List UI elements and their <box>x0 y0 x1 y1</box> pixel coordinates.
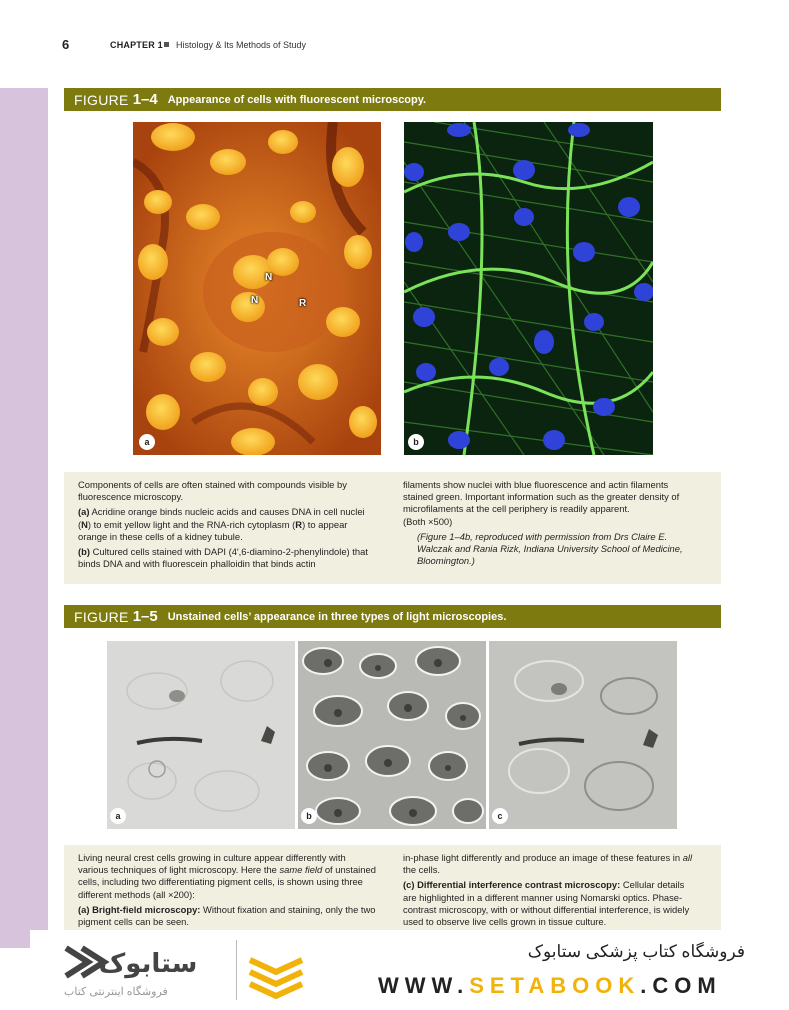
book-stack-icon <box>246 950 306 1005</box>
cytoplasm-label: R <box>299 298 307 309</box>
caption-column-right <box>403 852 698 931</box>
nucleus-label: N <box>251 295 259 306</box>
watermark-subtitle: فروشگاه اینترنتی کتاب <box>64 986 168 998</box>
watermark-store-title: فروشگاه کتاب پزشکی ستابوک <box>527 942 745 961</box>
figure-1-4-caption-box <box>64 472 721 584</box>
figure-caption-title: Unstained cells’ appearance in three types of light microscopies. <box>167 610 507 623</box>
figure-1-5-caption-box <box>64 845 721 935</box>
panel-label-b: b <box>408 434 424 450</box>
micrograph-differential-interference-contrast <box>489 641 677 829</box>
page-number: 6 <box>62 37 70 52</box>
nucleus-label: N <box>265 272 273 283</box>
caption-part-b: (b) Cultured cells stained with DAPI (4′,6-diamino-2-phenylindole) that binds DNA and with fluorescein phalloidin that binds actin <box>78 546 368 570</box>
panel-label-a: a <box>110 808 126 824</box>
caption-part-a: (a) Bright-field microscopy: Without fixation and staining, only the two pigment cells can be seen. <box>78 903 376 928</box>
panel-label-b: b <box>301 808 317 824</box>
caption-part-a: (a) Acridine orange binds nucleic acids and causes DNA in cell nuclei (N) to emit yellow light and the RNA-rich cytoplasm (R) to appear orange in these cells of a kidney tubule. <box>78 506 365 542</box>
watermark-divider <box>236 940 237 1000</box>
header-separator <box>164 42 169 47</box>
setabook-logo <box>60 940 200 989</box>
figure-1-4-title-bar <box>64 88 721 111</box>
chapter-label: CHAPTER 1 <box>110 40 163 50</box>
figure-caption-title: Appearance of cells with fluorescent microscopy. <box>167 93 427 106</box>
watermark-url[interactable]: WWW.SETABOOK.COM <box>378 973 722 998</box>
micrograph-phase-contrast <box>298 641 486 829</box>
caption-magnification: (Both ×500) <box>403 515 453 527</box>
figure-number: 1–5 <box>132 608 158 625</box>
caption-continued: in-phase light differently and produce an image of these features in all the cells. <box>403 852 693 876</box>
micrograph-dapi-phalloidin <box>404 122 653 455</box>
caption-column-right <box>403 479 698 570</box>
caption-intro: Living neural crest cells growing in culture appear differently with various techniques of light microscopy. Here the same field of unstained cells, including two differentiating pigment cells, is shown using three different methods (all ×200): <box>78 852 376 900</box>
micrograph-bright-field <box>107 641 295 829</box>
caption-part-c: (c) Differential interference contrast microscopy: Cellular details are highlighted in a different manner using Nomarski optics. Phase-contrast microscopy, with or without differential interference, is widely used to observe live cells grown in tissue culture. <box>403 879 690 928</box>
micrograph-acridine-orange <box>133 122 381 455</box>
caption-credit: (Figure 1–4b, reproduced with permission from Drs Claire E. Walczak and Rania Rizk, Indiana University School of Medicine, Bloomington.) <box>417 530 683 567</box>
caption-column-left <box>78 479 378 573</box>
caption-intro: Components of cells are often stained with compounds visible by fluorescence microscopy. <box>78 479 347 503</box>
panel-label-c: c <box>492 808 508 824</box>
figure-1-5-title-bar <box>64 605 721 628</box>
figure-word: FIGURE <box>74 608 129 625</box>
caption-continued: filaments show nuclei with blue fluorescence and actin filaments stained green. Important information such as the greater density of microfilaments at the cell periphery is readily apparent. <box>403 479 680 515</box>
chapter-title: Histology & Its Methods of Study <box>176 40 307 50</box>
svg-text:ستابوک: ستابوک <box>98 949 198 979</box>
chapter-sidebar-tab <box>0 88 48 948</box>
figure-word: FIGURE <box>74 91 129 108</box>
figure-number: 1–4 <box>132 91 158 108</box>
caption-column-left <box>78 852 378 931</box>
panel-label-a: a <box>139 434 155 450</box>
